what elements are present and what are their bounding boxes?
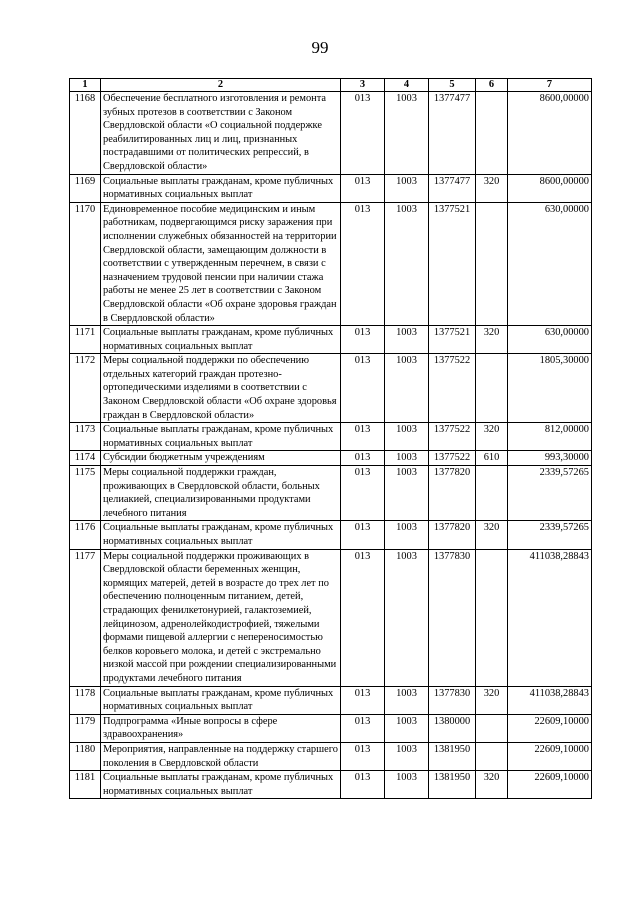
row-code-3: 013 xyxy=(341,174,385,202)
table-row xyxy=(70,326,592,354)
row-code-5: 1377521 xyxy=(429,326,476,354)
row-code-5: 1377522 xyxy=(429,423,476,451)
header-cell: 4 xyxy=(385,79,429,92)
row-number: 1174 xyxy=(70,451,101,466)
row-amount: 411038,28843 xyxy=(508,549,592,686)
row-code-3: 013 xyxy=(341,771,385,799)
row-code-4: 1003 xyxy=(385,174,429,202)
row-number: 1177 xyxy=(70,549,101,686)
row-code-6 xyxy=(476,92,508,175)
row-name: Социальные выплаты гражданам, кроме публичных нормативных социальных выплат xyxy=(101,423,341,451)
row-code-3: 013 xyxy=(341,354,385,423)
row-name: Социальные выплаты гражданам, кроме публичных нормативных социальных выплат xyxy=(101,771,341,799)
row-code-4: 1003 xyxy=(385,202,429,325)
row-number: 1179 xyxy=(70,714,101,742)
row-code-3: 013 xyxy=(341,521,385,549)
row-code-6: 320 xyxy=(476,174,508,202)
row-code-3: 013 xyxy=(341,466,385,521)
row-code-6: 320 xyxy=(476,521,508,549)
row-code-6 xyxy=(476,714,508,742)
row-code-6: 320 xyxy=(476,771,508,799)
row-amount: 8600,00000 xyxy=(508,92,592,175)
row-code-4: 1003 xyxy=(385,466,429,521)
row-amount: 8600,00000 xyxy=(508,174,592,202)
table-row xyxy=(70,521,592,549)
row-code-4: 1003 xyxy=(385,354,429,423)
row-code-6 xyxy=(476,742,508,770)
row-number: 1173 xyxy=(70,423,101,451)
row-name: Социальные выплаты гражданам, кроме публичных нормативных социальных выплат xyxy=(101,686,341,714)
row-code-6: 320 xyxy=(476,423,508,451)
row-number: 1171 xyxy=(70,326,101,354)
row-name: Меры социальной поддержки проживающих в Свердловской области беременных женщин, кормящих матерей, детей в возрасте до трех лет по обеспечению полноценным питанием, детей, страдающих фенилкетонурией, галактоземией, лейцинозом, адренолейкодистрофией, тяжелыми формами пищевой аллергии с непереносимостью белков коровьего молока, и детей с экстремально низкой массой при рождении специализированными продуктами лечебного питания xyxy=(101,549,341,686)
row-code-4: 1003 xyxy=(385,521,429,549)
row-code-5: 1377477 xyxy=(429,174,476,202)
row-code-3: 013 xyxy=(341,549,385,686)
row-code-5: 1380000 xyxy=(429,714,476,742)
table-row xyxy=(70,466,592,521)
row-code-3: 013 xyxy=(341,423,385,451)
row-code-5: 1377820 xyxy=(429,521,476,549)
row-amount: 630,00000 xyxy=(508,326,592,354)
row-name: Обеспечение бесплатного изготовления и ремонта зубных протезов в соответствии с Законом Свердловской области «О социальной поддержке реабилитированных лиц и лиц, признанных пострадавшими от политических репрессий, в Свердловской области» xyxy=(101,92,341,175)
row-amount: 411038,28843 xyxy=(508,686,592,714)
row-amount: 22609,10000 xyxy=(508,742,592,770)
header-cell: 1 xyxy=(70,79,101,92)
header-cell: 2 xyxy=(101,79,341,92)
row-code-4: 1003 xyxy=(385,326,429,354)
header-cell: 6 xyxy=(476,79,508,92)
row-code-5: 1377521 xyxy=(429,202,476,325)
row-code-3: 013 xyxy=(341,326,385,354)
row-code-5: 1377820 xyxy=(429,466,476,521)
row-name: Социальные выплаты гражданам, кроме публичных нормативных социальных выплат xyxy=(101,174,341,202)
row-amount: 812,00000 xyxy=(508,423,592,451)
row-amount: 2339,57265 xyxy=(508,521,592,549)
row-code-3: 013 xyxy=(341,714,385,742)
row-name: Подпрограмма «Иные вопросы в сфере здравоохранения» xyxy=(101,714,341,742)
row-code-4: 1003 xyxy=(385,451,429,466)
row-amount: 630,00000 xyxy=(508,202,592,325)
table-row xyxy=(70,771,592,799)
row-code-3: 013 xyxy=(341,742,385,770)
row-name: Мероприятия, направленные на поддержку старшего поколения в Свердловской области xyxy=(101,742,341,770)
table-row xyxy=(70,174,592,202)
row-code-6: 610 xyxy=(476,451,508,466)
header-cell: 3 xyxy=(341,79,385,92)
header-cell: 5 xyxy=(429,79,476,92)
table-row xyxy=(70,423,592,451)
table-row xyxy=(70,202,592,325)
row-code-3: 013 xyxy=(341,92,385,175)
table-row xyxy=(70,714,592,742)
table-row xyxy=(70,451,592,466)
row-amount: 993,30000 xyxy=(508,451,592,466)
row-code-5: 1377522 xyxy=(429,354,476,423)
row-name: Субсидии бюджетным учреждениям xyxy=(101,451,341,466)
table-row xyxy=(70,742,592,770)
row-number: 1170 xyxy=(70,202,101,325)
row-name: Меры социальной поддержки граждан, проживающих в Свердловской области, больных целиакией, специализированными продуктами лечебного питания xyxy=(101,466,341,521)
row-code-4: 1003 xyxy=(385,742,429,770)
row-number: 1176 xyxy=(70,521,101,549)
row-code-5: 1377830 xyxy=(429,549,476,686)
row-name: Социальные выплаты гражданам, кроме публичных нормативных социальных выплат xyxy=(101,521,341,549)
row-amount: 2339,57265 xyxy=(508,466,592,521)
row-code-6: 320 xyxy=(476,326,508,354)
row-code-5: 1377830 xyxy=(429,686,476,714)
row-code-6: 320 xyxy=(476,686,508,714)
row-code-3: 013 xyxy=(341,686,385,714)
row-code-3: 013 xyxy=(341,202,385,325)
row-code-4: 1003 xyxy=(385,549,429,686)
row-code-6 xyxy=(476,354,508,423)
row-number: 1168 xyxy=(70,92,101,175)
table-row xyxy=(70,92,592,175)
page-number: 99 xyxy=(311,38,329,57)
row-name: Меры социальной поддержки по обеспечению отдельных категорий граждан протезно-ортопедическими изделиями в соответствии с Законом Свердловской области «Об охране здоровья граждан в Свердловской области» xyxy=(101,354,341,423)
row-code-4: 1003 xyxy=(385,686,429,714)
header-cell: 7 xyxy=(508,79,592,92)
row-number: 1175 xyxy=(70,466,101,521)
row-amount: 1805,30000 xyxy=(508,354,592,423)
row-code-6 xyxy=(476,466,508,521)
row-number: 1180 xyxy=(70,742,101,770)
table-row xyxy=(70,354,592,423)
row-code-4: 1003 xyxy=(385,423,429,451)
row-amount: 22609,10000 xyxy=(508,714,592,742)
row-number: 1181 xyxy=(70,771,101,799)
row-code-6 xyxy=(476,549,508,686)
row-number: 1169 xyxy=(70,174,101,202)
row-code-4: 1003 xyxy=(385,771,429,799)
row-number: 1178 xyxy=(70,686,101,714)
header-row xyxy=(70,79,592,92)
row-name: Социальные выплаты гражданам, кроме публичных нормативных социальных выплат xyxy=(101,326,341,354)
row-code-3: 013 xyxy=(341,451,385,466)
row-code-5: 1381950 xyxy=(429,742,476,770)
row-code-5: 1377477 xyxy=(429,92,476,175)
row-code-6 xyxy=(476,202,508,325)
row-number: 1172 xyxy=(70,354,101,423)
row-code-5: 1377522 xyxy=(429,451,476,466)
row-amount: 22609,10000 xyxy=(508,771,592,799)
row-code-4: 1003 xyxy=(385,92,429,175)
row-code-4: 1003 xyxy=(385,714,429,742)
budget-table xyxy=(69,78,592,799)
row-name: Единовременное пособие медицинским и иным работникам, подвергающимся риску заражения при исполнении служебных обязанностей на территории Свердловской области, замещающим должности в соответствии с утвержденным перечнем, в связи с назначением трудовой пенсии при наличии стажа работы не менее 25 лет в соответствии с Законом Свердловской области «Об охране здоровья граждан в Свердловской области» xyxy=(101,202,341,325)
table-row xyxy=(70,549,592,686)
table-row xyxy=(70,686,592,714)
row-code-5: 1381950 xyxy=(429,771,476,799)
